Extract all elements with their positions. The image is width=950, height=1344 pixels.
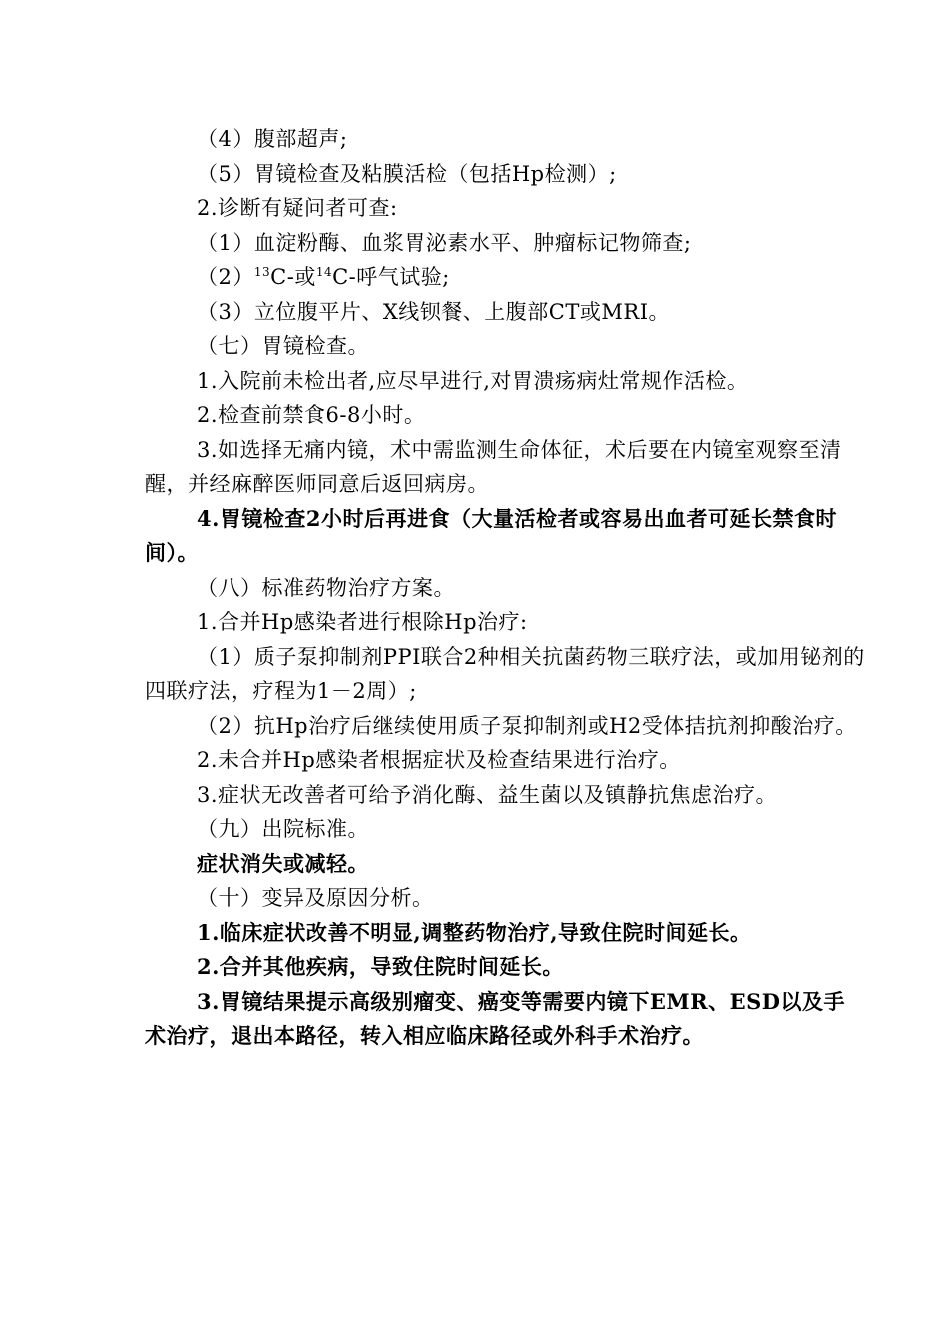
item-breath-test	[145, 260, 865, 295]
item-pre-admission-check: 1.入院前未检出者,应尽早进行,对胃溃疡病灶常规作活检。	[197, 368, 749, 393]
item-doubtful-diagnosis: 2.诊断有疑问者可查:	[197, 196, 398, 220]
item-variation-3: 3.胃镜结果提示高级别瘤变、癌变等需要内镜下EMR、ESD以及手术治疗，退出本路径，转入相应临床路径或外科手术治疗。	[145, 988, 846, 1048]
isotope-13: 13	[253, 265, 271, 279]
item-serum-amylase: （1）血淀粉酶、血浆胃泌素水平、肿瘤标记物筛查;	[197, 230, 692, 255]
item-symptom-therapy: 3.症状无改善者可给予消化酶、益生菌以及镇静抗焦虑治疗。	[197, 782, 778, 807]
breath-test-suffix: C-呼气试验;	[332, 265, 450, 289]
item-variation-2: 2.合并其他疾病，导致住院时间延长。	[197, 954, 564, 979]
section-gastroscopy-heading: （七）胃镜检查。	[197, 334, 369, 358]
item-discharge-criteria: 症状消失或减轻。	[197, 850, 369, 876]
item-non-hp-treatment: 2.未合并Hp感染者根据症状及检查结果进行治疗。	[197, 748, 681, 772]
item-post-gastroscopy-eating: 4.胃镜检查2小时后再进食（大量活检者或容易出血者可延长禁食时间）。	[145, 505, 838, 565]
section-discharge-heading: （九）出院标准。	[197, 817, 369, 841]
breath-test-mid: C-或	[270, 265, 316, 289]
item-painless-endoscopy: 3.如选择无痛内镜，术中需监测生命体征，术后要在内镜室观察至清醒，并经麻醉医师同意后返回病房。	[145, 437, 842, 496]
breath-test-prefix: （2）	[197, 265, 254, 289]
item-gastroscopy-biopsy: （5）胃镜检查及粘膜活检（包括Hp检测）;	[197, 161, 617, 186]
item-abdominal-ultrasound: （4）腹部超声;	[197, 127, 348, 151]
item-acid-suppression: （2）抗Hp治疗后继续使用质子泵抑制剂或H2受体拮抗剂抑酸治疗。	[197, 713, 857, 738]
item-ppi-triple-therapy: （1）质子泵抑制剂PPI联合2种相关抗菌药物三联疗法，或加用铋剂的四联疗法，疗程为1－2周）;	[145, 644, 865, 703]
item-fasting: 2.检查前禁食6-8小时。	[197, 403, 426, 427]
section-variation-heading: （十）变异及原因分析。	[197, 886, 434, 910]
item-hp-eradication: 1.合并Hp感染者进行根除Hp治疗:	[197, 610, 528, 634]
isotope-14: 14	[315, 265, 333, 279]
document-body	[145, 122, 865, 1054]
item-imaging: （3）立位腹平片、X线钡餐、上腹部CT或MRI。	[197, 299, 670, 324]
item-variation-1: 1.临床症状改善不明显,调整药物治疗,导致住院时间延长。	[197, 919, 752, 945]
section-drug-therapy-heading: （八）标准药物治疗方案。	[197, 575, 455, 600]
